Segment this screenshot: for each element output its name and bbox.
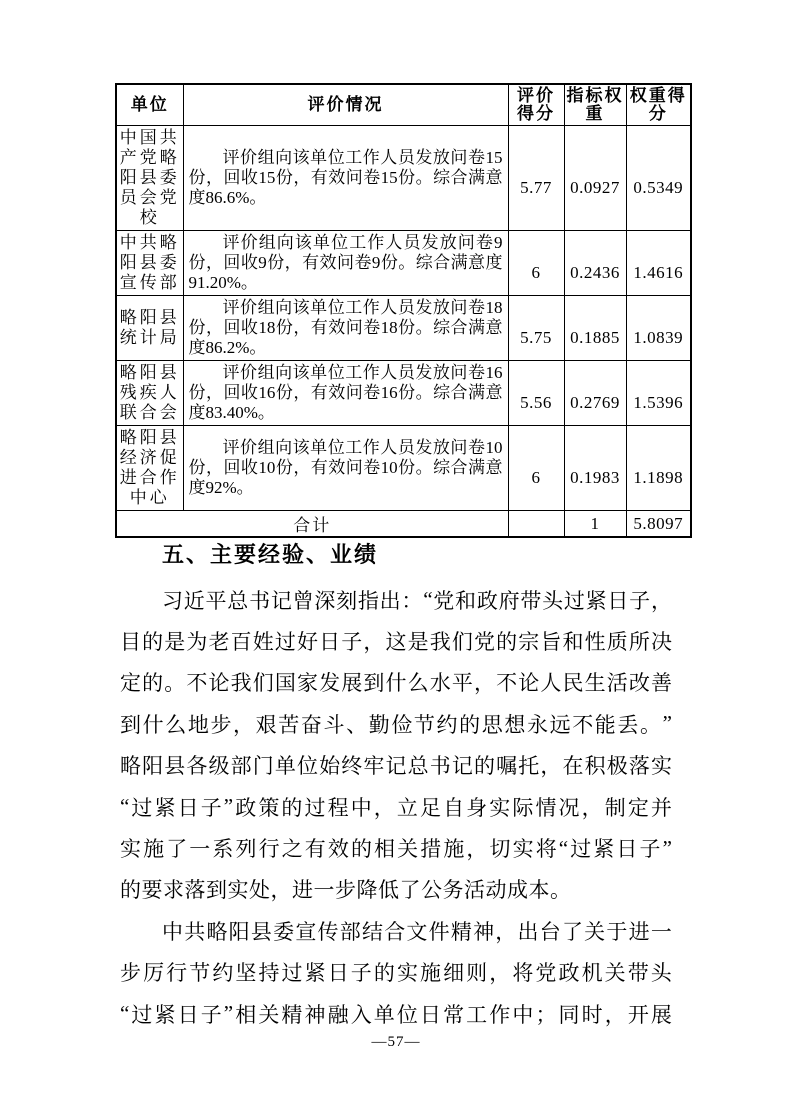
- col-header-unit: 单位: [116, 84, 183, 126]
- score-cell: 6: [508, 426, 564, 511]
- total-weighted-score-cell: 5.8097: [626, 511, 691, 538]
- evaluation-desc-cell: 评价组向该单位工作人员发放问卷15份，回收15份，有效问卷15份。综合满意度86.6%。: [183, 126, 508, 231]
- unit-cell: 略阳县统计局: [116, 296, 183, 361]
- weight-cell: 0.0927: [564, 126, 626, 231]
- body-line: 的要求落到实处，进一步降低了公务活动成本。: [120, 878, 572, 903]
- body-line: 到 什 么 地 步 ， 艰 苦 奋 斗 、 勤 俭 节 约 的 思 想 永 远 不 能 丢 。 ”: [120, 711, 672, 737]
- table-header: [116, 84, 691, 126]
- evaluation-table: [115, 83, 692, 538]
- weight-cell: 0.2436: [564, 231, 626, 296]
- total-label-cell: 合计: [116, 511, 508, 538]
- weighted-score-cell: 1.1898: [626, 426, 691, 511]
- score-cell: 5.75: [508, 296, 564, 361]
- body-line: 习 近 平 总 书 记 曾 深 刻 指 出 ： “ 党 和 政 府 带 头 过 紧 日 子 ，: [162, 587, 672, 613]
- col-header-evaluation: 评价情况: [183, 84, 508, 126]
- body-line: 实 施 了 一 系 列 行 之 有 效 的 相 关 措 施 ， 切 实 将 “ 过 紧 日 子 ”: [120, 835, 672, 862]
- evaluation-desc-cell: 评价组向该单位工作人员发放问卷18份，回收18份，有效问卷18份。综合满意度86.2%。: [183, 296, 508, 361]
- evaluation-desc-cell: 评价组向该单位工作人员发放问卷10份，回收10份，有效问卷10份。综合满意度92%。: [183, 426, 508, 511]
- score-cell: 5.77: [508, 126, 564, 231]
- body-line: “ 过 紧 日 子 ” 相 关 精 神 融 入 单 位 日 常 工 作 中 ； 同 时 ， 开 展: [120, 1001, 672, 1027]
- weighted-score-cell: 1.0839: [626, 296, 691, 361]
- table-row: [116, 296, 691, 361]
- body-line: 略 阳 县 各 级 部 门 单 位 始 终 牢 记 总 书 记 的 嘱 托 ， 在 积 极 落 实: [120, 754, 672, 779]
- weighted-score-cell: 1.4616: [626, 231, 691, 296]
- body-text: [120, 579, 672, 1034]
- body-line: 步 厉 行 节 约 坚 持 过 紧 日 子 的 实 施 细 则 ， 将 党 政 机 关 带 头: [120, 961, 672, 986]
- col-header-weight: 指标权重: [564, 84, 626, 126]
- body-line: 定 的 。 不 论 我 们 国 家 发 展 到 什 么 水 平 ， 不 论 人 民 生 活 改 善: [120, 671, 672, 696]
- table-row: [116, 426, 691, 511]
- col-header-weighted-score: 权重得分: [626, 84, 691, 126]
- unit-cell: 中国共产党略阳县委员会党校: [116, 126, 183, 231]
- weight-cell: 0.2769: [564, 361, 626, 426]
- table-header-row: [116, 84, 691, 126]
- table-row: [116, 361, 691, 426]
- table-body: [116, 126, 691, 538]
- total-weight-cell: 1: [564, 511, 626, 538]
- score-cell: 6: [508, 231, 564, 296]
- body-line: 目 的 是 为 老 百 姓 过 好 日 子 ， 这 是 我 们 党 的 宗 旨 和 性 质 所 决: [120, 630, 672, 655]
- unit-cell: 中共略阳县委宣传部: [116, 231, 183, 296]
- weight-cell: 0.1983: [564, 426, 626, 511]
- weight-cell: 0.1885: [564, 296, 626, 361]
- weighted-score-cell: 0.5349: [626, 126, 691, 231]
- evaluation-desc-cell: 评价组向该单位工作人员发放问卷9份，回收9份，有效问卷9份。综合满意度91.20%。: [183, 231, 508, 296]
- evaluation-desc-cell: 评价组向该单位工作人员发放问卷16份，回收16份，有效问卷16份。综合满意度83.40%。: [183, 361, 508, 426]
- weighted-score-cell: 1.5396: [626, 361, 691, 426]
- score-cell: 5.56: [508, 361, 564, 426]
- page-number: —57—: [371, 1034, 421, 1050]
- col-header-score: 评价得分: [508, 84, 564, 126]
- table-row: [116, 231, 691, 296]
- body-line: 中 共 略 阳 县 委 宣 传 部 结 合 文 件 精 神 ， 出 台 了 关 于 进 一: [162, 919, 672, 944]
- table-footer-row: [116, 511, 691, 538]
- total-score-cell: [508, 511, 564, 538]
- section-heading: 五、主要经验、业绩: [162, 542, 379, 567]
- unit-cell: 略阳县经济促进合作中心: [116, 426, 183, 511]
- table-row: [116, 126, 691, 231]
- body-line: “ 过 紧 日 子 ” 政 策 的 过 程 中 ， 立 足 自 身 实 际 情 况 ， 制 定 并: [120, 794, 672, 820]
- unit-cell: 略阳县残疾人联合会: [116, 361, 183, 426]
